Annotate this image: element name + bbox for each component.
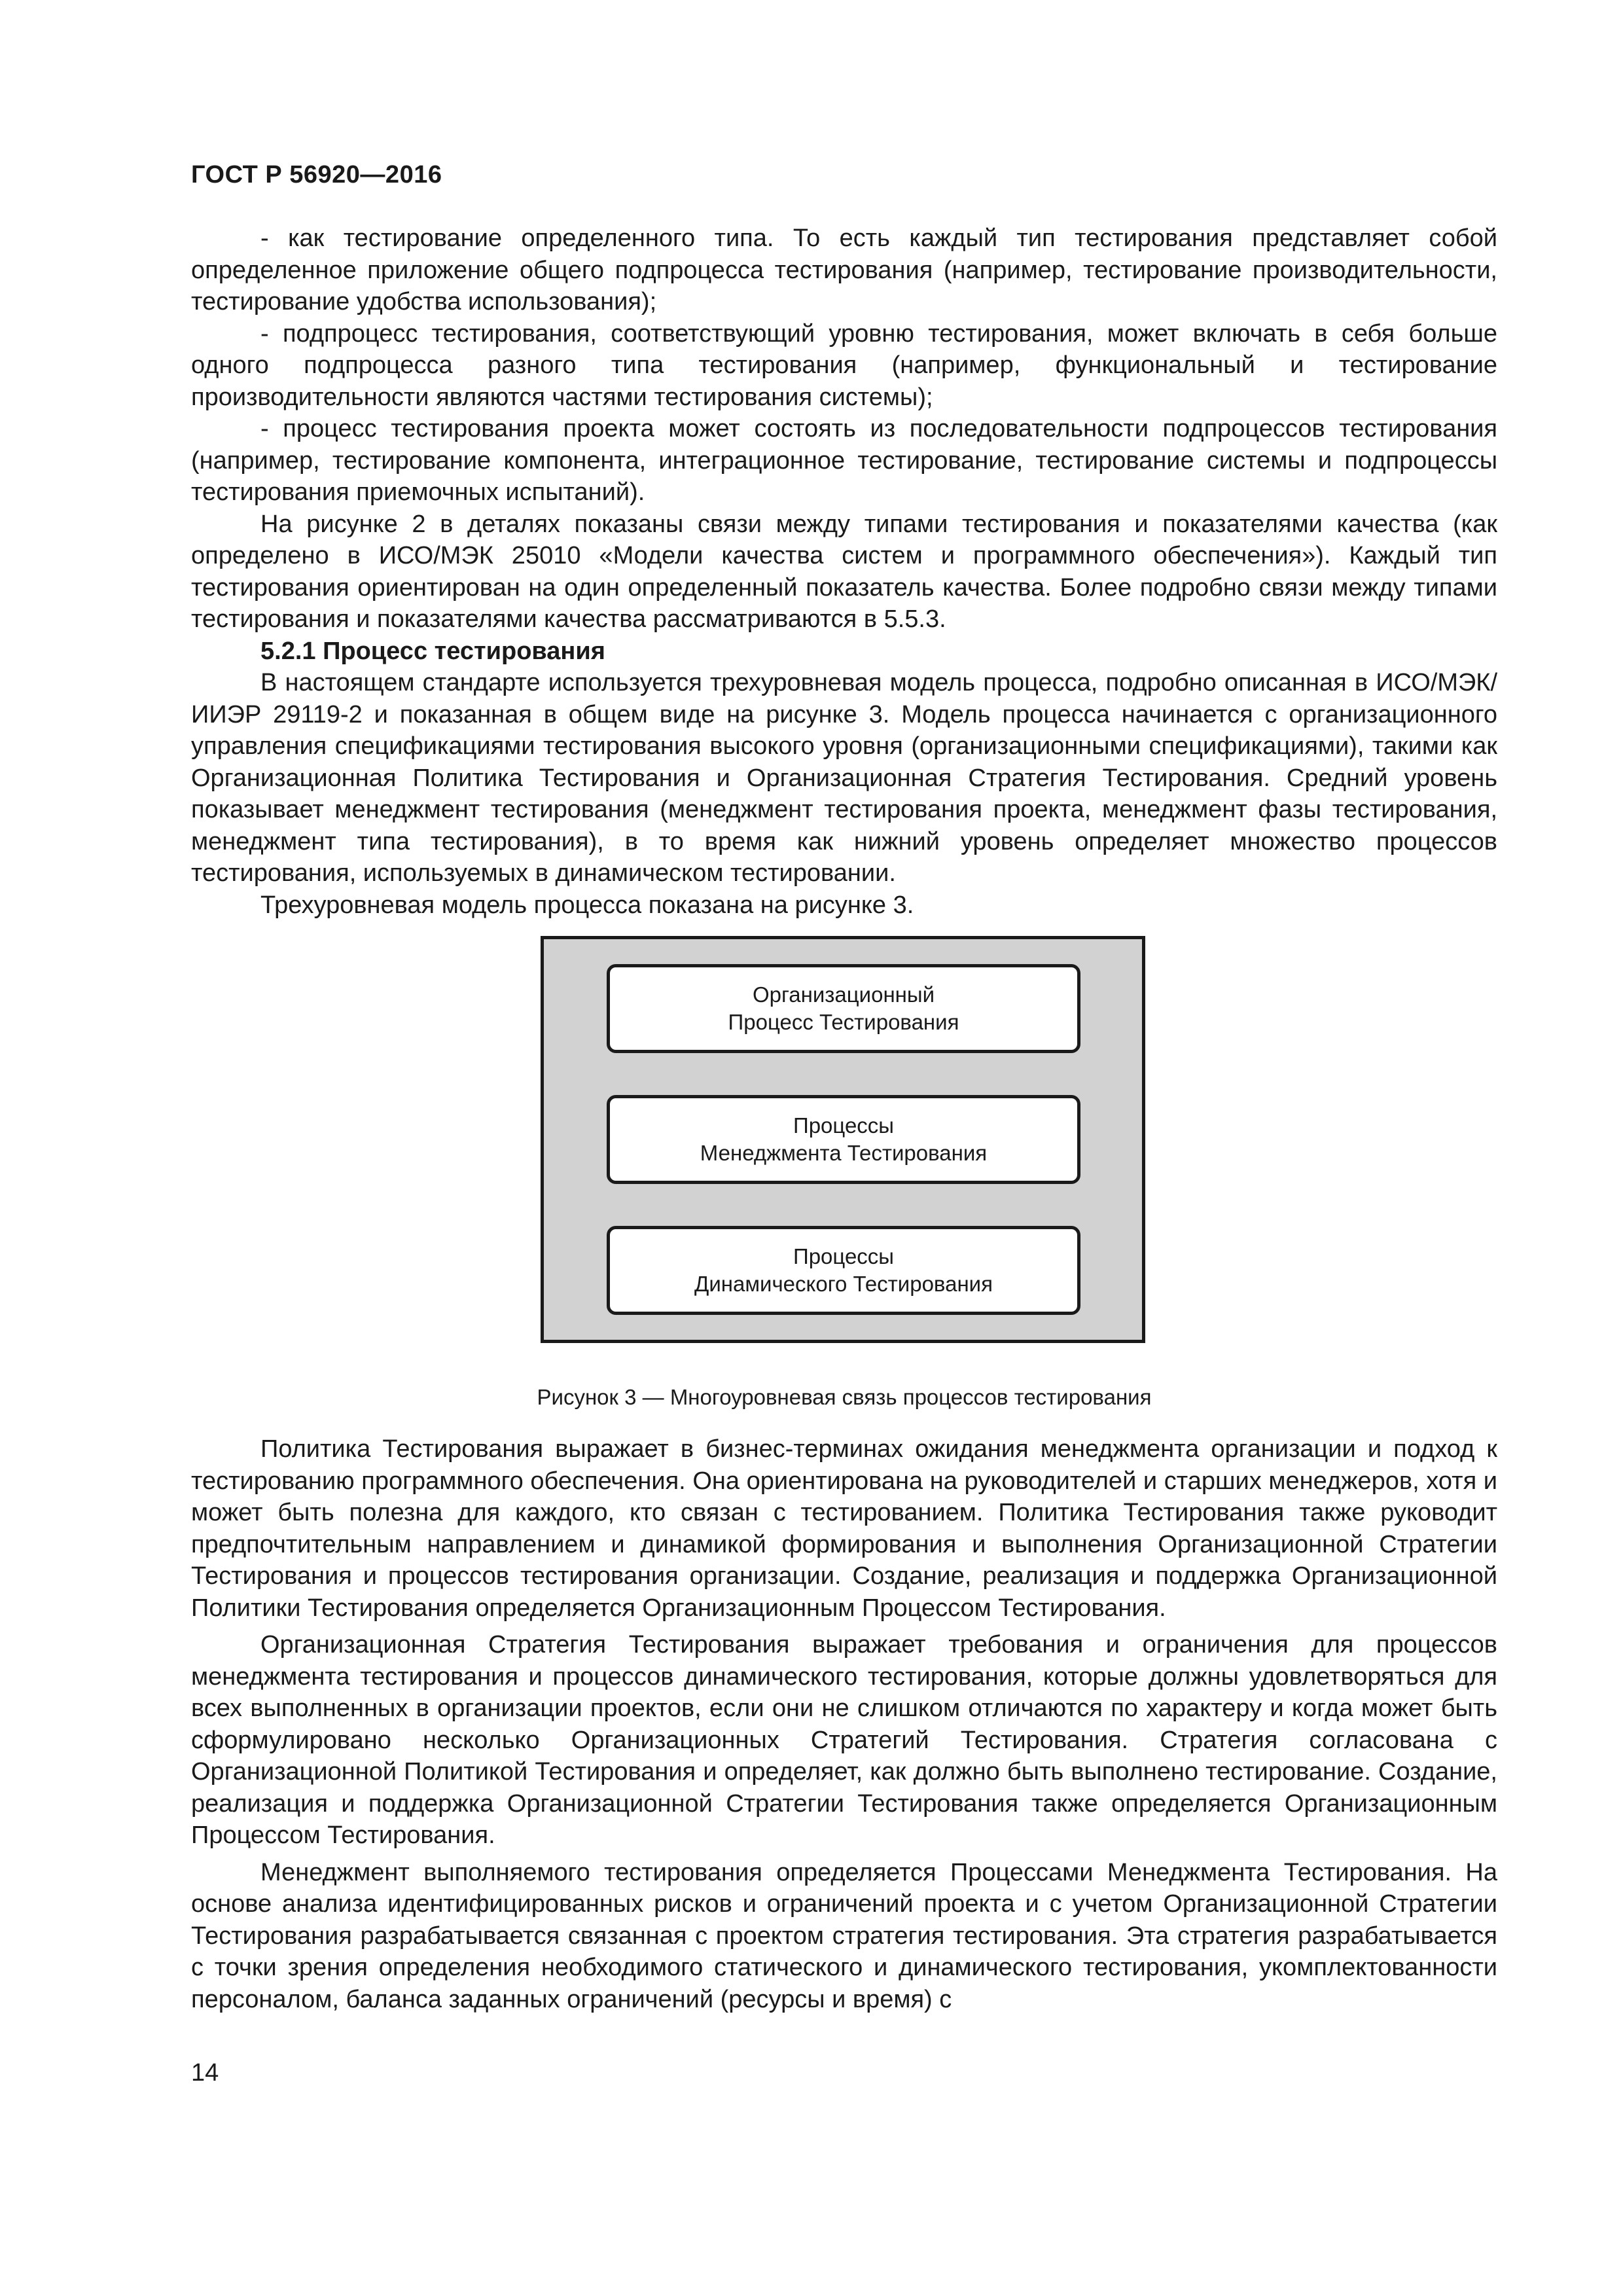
box-label-line-1: Организационный <box>752 982 935 1007</box>
box-label-line-1: Процессы <box>793 1113 895 1138</box>
figure-caption: Рисунок 3 — Многоуровневая связь процессов тестирования <box>537 1385 1152 1409</box>
paragraph: В настоящем стандарте используется трехуровневая модель процесса, подробно описанная в ИСО/МЭК/ИИЭР 29119-2 и показанная в общем виде на рисунке 3. Модель процесса начинается с организационного управления спецификациями тестирования высокого уровня (организационными спецификациями), такими как Организационная Политика Тестирования и Организационная Стратегия Тестирования. Средний уровень показывает менеджмент тестирования (менеджмент тестирования проекта, менеджмент фазы тестирования, менеджмент типа тестирования), в то время как нижний уровень определяет множество процессов тестирования, используемых в динамическом тестировании. <box>191 669 1497 887</box>
list-item: - процесс тестирования проекта может состоять из последовательности подпроцессов тестирования (например, тестирование компонента, интеграционное тестирование, тестирование системы и подпроцессы тестирования приемочных испытаний). <box>191 415 1497 506</box>
body-text-bottom <box>191 1433 1497 2015</box>
section-title: 5.2.1 Процесс тестирования <box>260 637 605 665</box>
paragraph: Менеджмент выполняемого тестирования определяется Процессами Менеджмента Тестирования. На основе анализа идентифицированных рисков и ограничений проекта и с учетом Организационной Стратегии Тестирования разрабатывается связанная с проектом стратегия тестирования. Эта стратегия разрабатывается с точки зрения определения необходимого статического и динамического тестирования, укомплектованности персоналом, баланса заданных ограничений (ресурсы и время) с <box>191 1858 1497 2013</box>
page-number: 14 <box>191 2059 219 2087</box>
list-item: - как тестирование определенного типа. То есть каждый тип тестирования представляет собой определенное приложение общего подпроцесса тестирования (например, тестирование производительности, тестирование удобства использования); <box>191 224 1497 315</box>
paragraph: На рисунке 2 в деталях показаны связи между типами тестирования и показателями качества (как определено в ИСО/МЭК 25010 «Модели качества систем и программного обеспечения»). Каждый тип тестирования ориентирован на один определенный показатель качества. Более подробно связи между типами тестирования и показателями качества рассматриваются в 5.5.3. <box>191 510 1497 633</box>
paragraph: Организационная Стратегия Тестирования выражает требования и ограничения для процессов менеджмента тестирования и процессов динамического тестирования, которые должны удовлетворяться для всех выполненных в организации проектов, если они не слишком отличаются по характеру и когда может быть сформулировано несколько Организационных Стратегий Тестирования. Стратегия согласована с Организационной Политикой Тестирования и определяет, как должно быть выполнено тестирование. Создание, реализация и поддержка Организационной Стратегии Тестирования также определяется Организационным Процессом Тестирования. <box>191 1631 1497 1849</box>
body-text-top <box>191 223 1497 921</box>
paragraph: Трехуровневая модель процесса показана на рисунке 3. <box>260 891 914 919</box>
paragraph: Политика Тестирования выражает в бизнес-терминах ожидания менеджмента организации и подход к тестированию программного обеспечения. Она ориентирована на руководителей и старших менеджеров, хотя и может быть полезна для каждого, кто связан с тестированием. Политика Тестирования также руководит предпочтительным направлением и динамикой формирования и выполнения Организационной Стратегии Тестирования и процессов тестирования организации. Создание, реализация и поддержка Организационной Политики Тестирования определяется Организационным Процессом Тестирования. <box>191 1435 1497 1622</box>
diagram-box-dynamic-test-processes <box>607 1226 1080 1315</box>
diagram-box-organizational-process <box>607 964 1080 1053</box>
figure-diagram <box>541 936 1145 1343</box>
document-header: ГОСТ Р 56920—2016 <box>191 161 442 188</box>
diagram-box-test-management-processes <box>607 1095 1080 1184</box>
box-label-line-1: Процессы <box>793 1244 895 1268</box>
box-label-line-2: Процесс Тестирования <box>728 1010 959 1034</box>
list-item: - подпроцесс тестирования, соответствующий уровню тестирования, может включать в себя больше одного подпроцесса разного типа тестирования (например, функциональный и тестирование производительности являются частями тестирования системы); <box>191 319 1497 411</box>
box-label-line-2: Динамического Тестирования <box>694 1272 993 1296</box>
box-label-line-2: Менеджмента Тестирования <box>700 1141 988 1165</box>
